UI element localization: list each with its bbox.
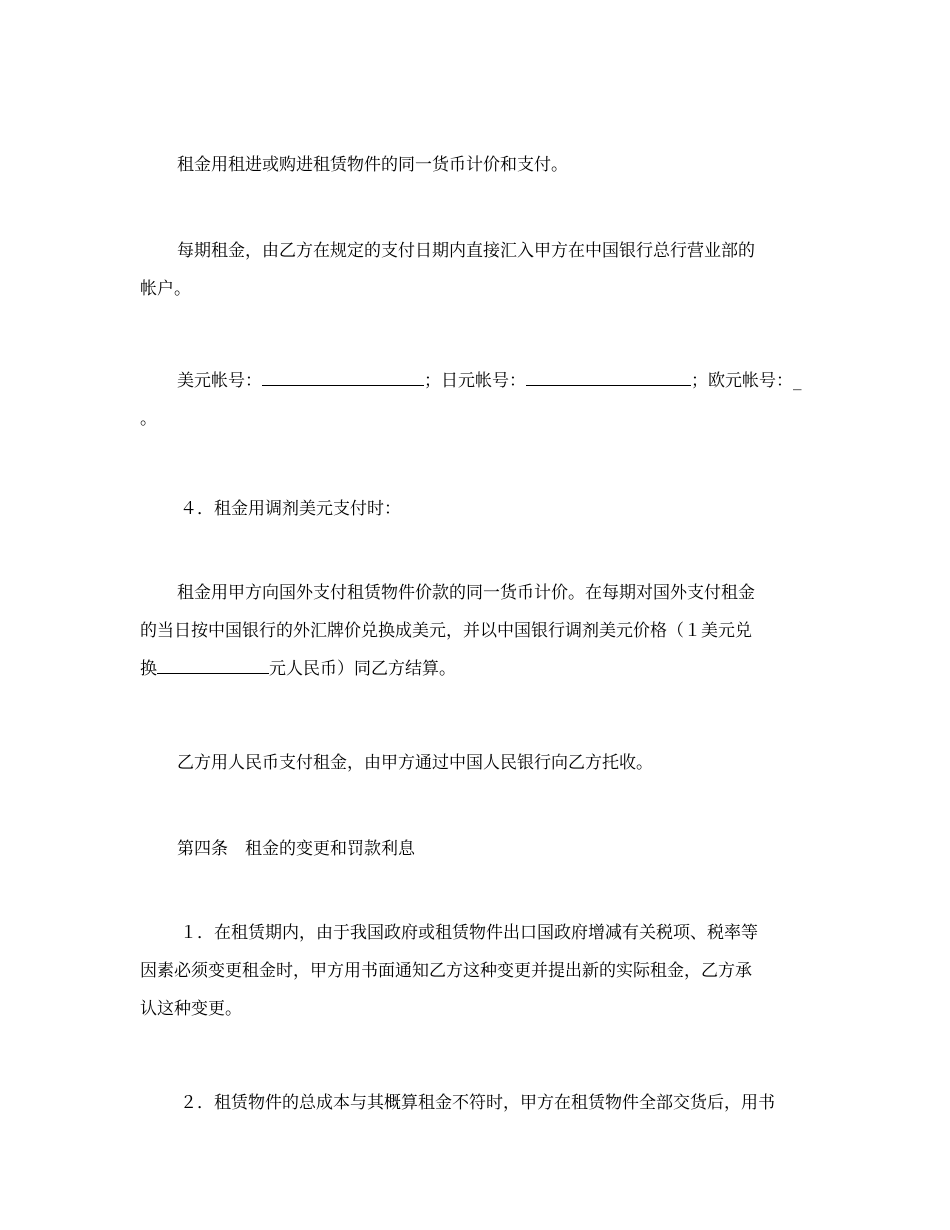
- usd-account-blank: [262, 367, 424, 386]
- article-4-heading: [140, 830, 815, 868]
- paragraph-item-1: [140, 914, 815, 1028]
- text-line: ２．租赁物件的总成本与其概算租金不符时，甲方在租赁物件全部交货后，用书: [180, 1093, 775, 1113]
- paragraph-payment-remittance: [140, 232, 815, 308]
- text-line: 因素必须变更租金时，甲方用书面通知乙方这种变更并提出新的实际租金，乙方承: [140, 961, 752, 981]
- text-line: 租金用租进或购进租赁物件的同一货币计价和支付。: [177, 155, 568, 175]
- paragraph-account-numbers: [140, 362, 815, 438]
- paragraph-item-4: [140, 490, 815, 528]
- jpy-account-label: 日元帐号：: [441, 371, 526, 391]
- text-line: [140, 650, 815, 688]
- separator: ；: [424, 371, 441, 391]
- jpy-account-blank: [526, 367, 691, 386]
- paragraph-currency-pricing: [140, 146, 815, 184]
- text-line: 。: [140, 409, 157, 429]
- text-fragment: 换: [140, 659, 157, 679]
- paragraph-usd-settlement: [140, 574, 815, 688]
- text-fragment: 元人民币）同乙方结算。: [269, 659, 456, 679]
- usd-account-label: 美元帐号：: [177, 371, 262, 391]
- eur-account-label: 欧元帐号：_: [708, 371, 802, 391]
- paragraph-item-2: [140, 1084, 815, 1122]
- paragraph-rmb-payment: [140, 744, 815, 782]
- exchange-rate-blank: [157, 655, 269, 674]
- text-line: 每期租金，由乙方在规定的支付日期内直接汇入甲方在中国银行总行营业部的: [177, 241, 755, 261]
- text-line: 认这种变更。: [140, 999, 242, 1019]
- text-line: 的当日按中国银行的外汇牌价兑换成美元，并以中国银行调剂美元价格（１美元兑: [140, 621, 752, 641]
- section-heading: 第四条 租金的变更和罚款利息: [177, 839, 415, 859]
- text-line: 帐户。: [140, 279, 191, 299]
- separator: ；: [691, 371, 708, 391]
- account-line: [140, 362, 815, 400]
- text-line: １．在租赁期内，由于我国政府或租赁物件出口国政府增减有关税项、税率等: [180, 923, 758, 943]
- text-line: ４．租金用调剂美元支付时：: [180, 499, 401, 519]
- text-line: 租金用甲方向国外支付租赁物件价款的同一货币计价。在每期对国外支付租金: [177, 583, 755, 603]
- text-line: 乙方用人民币支付租金，由甲方通过中国人民银行向乙方托收。: [177, 753, 653, 773]
